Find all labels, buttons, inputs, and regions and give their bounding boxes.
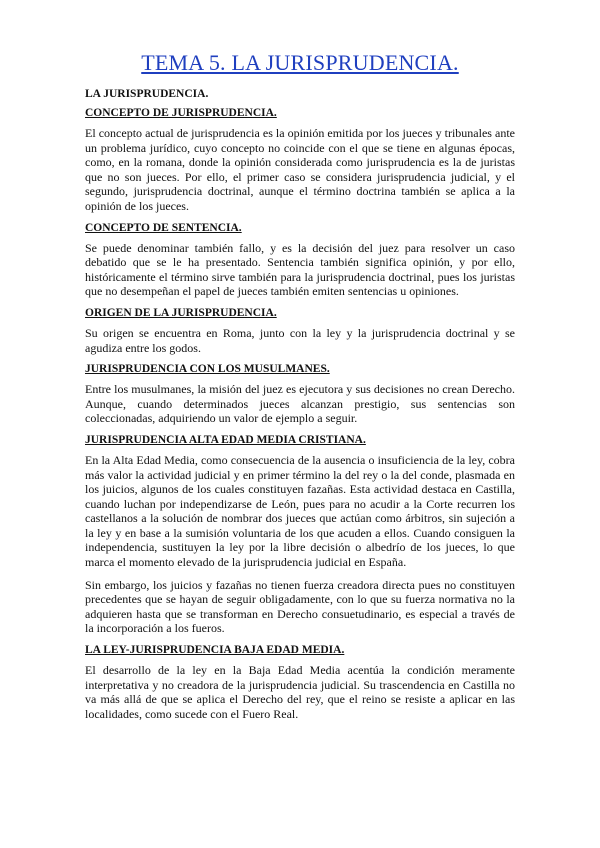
section-origen-jurisprudencia [85, 307, 515, 355]
section-baja-edad-media [85, 644, 515, 721]
section-heading: CONCEPTO DE SENTENCIA. [85, 221, 242, 234]
section-heading: JURISPRUDENCIA ALTA EDAD MEDIA CRISTIANA. [85, 433, 366, 446]
section-concepto-jurisprudencia [85, 107, 515, 214]
paragraph: El desarrollo de la ley en la Baja Edad Media acentúa la condición meramente interpretativa y no creadora de la jurisprudencia judicial. Su trascendencia en Castilla no va más allá de que se aplica el Derecho del rey, que el reino se resiste a aplicar en las localidades, como sucede con el Fuero Real. [85, 663, 515, 721]
document-subtitle: LA JURISPRUDENCIA. [85, 88, 209, 100]
paragraph: El concepto actual de jurisprudencia es la opinión emitida por los jueces y tribunales ante un problema jurídico, cuyo concepto no coincide con el que se tiene en algunas épocas, como, en la romana, donde la opinión considerada como jurisprudencia es la de juristas que no son jueces. Por ello, el primer caso se considera jurisprudencia judicial, y el segundo, jurisprudencia doctrinal, aunque el término doctrina también se aplica a la opinión de los jueces. [85, 126, 515, 213]
paragraph: Sin embargo, los juicios y fazañas no tienen fuerza creadora directa pues no constituyen precedentes que se hayan de seguir obligadamente, con lo que su fuerza normativa no la adquieren hasta que se transforman en Derecho consuetudinario, es especial a través de la incorporación a los fueros. [85, 577, 515, 636]
paragraph: En la Alta Edad Media, como consecuencia de la ausencia o insuficiencia de la ley, cobra más valor la actividad judicial y en primer término la del rey o la del conde, plasmada en los juicios, algunos de los cuales constituyen fazañas. Esta actividad destaca en Castilla, cuando luchan por independizarse de León, pues para no acudir a la Corte recurren los castellanos a la solución de nombrar dos jueces que actúan como árbitros, sin sujeción a la ley y en base a la sumisión voluntaria de los que acuden a ellos. Cuando consiguen la independencia, sustituyen la ley por la libre decisión o albedrío de los jueces, lo que marca el momento elevado de la jurisprudencia judicial en España. [85, 452, 515, 570]
section-alta-edad-media [85, 434, 515, 636]
section-concepto-sentencia [85, 222, 515, 299]
section-heading: ORIGEN DE LA JURISPRUDENCIA. [85, 306, 277, 319]
paragraph: Entre los musulmanes, la misión del juez es ejecutora y sus decisiones no crean Derecho. Aunque, cuando determinados jueces alcanzan prestigio, sus sentencias son coleccionadas, adquiriendo un valor de ejemplo a seguir. [85, 382, 515, 426]
section-musulmanes [85, 363, 515, 426]
section-heading: LA LEY-JURISPRUDENCIA BAJA EDAD MEDIA. [85, 644, 345, 657]
section-heading: CONCEPTO DE JURISPRUDENCIA. [85, 107, 277, 119]
document-title: TEMA 5. LA JURISPRUDENCIA. [141, 50, 459, 75]
paragraph: Se puede denominar también fallo, y es la decisión del juez para resolver un caso debatido que se le ha presentado. Sentencia también significa opinión, y por ello, históricamente el término sirve también para la jurisprudencia doctrinal, pues los juristas que no desempeñan el papel de jueces también emiten sentencias u opiniones. [85, 240, 515, 299]
section-heading: JURISPRUDENCIA CON LOS MUSULMANES. [85, 363, 330, 376]
paragraph: Su origen se encuentra en Roma, junto con la ley y la jurisprudencia doctrinal y se agudiza entre los godos. [85, 325, 515, 355]
